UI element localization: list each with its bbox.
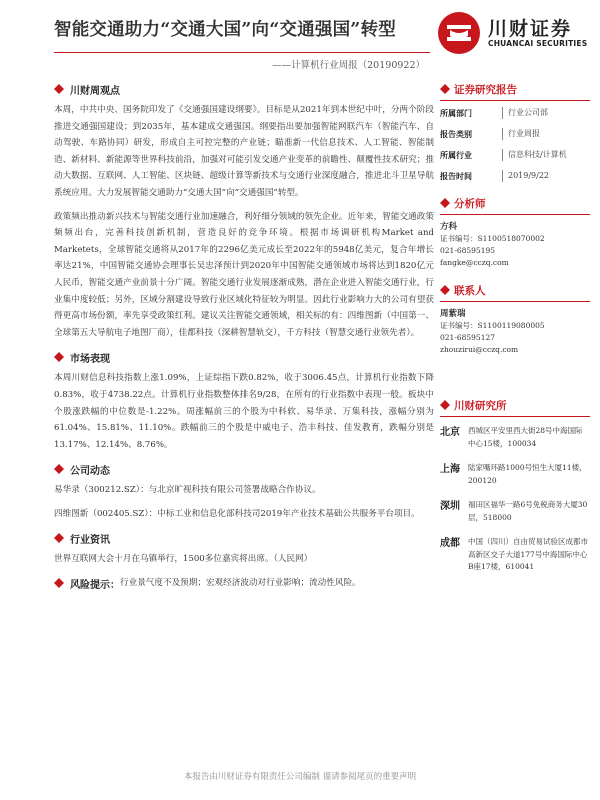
sidebar-divider bbox=[440, 416, 590, 417]
sidebar-divider bbox=[440, 301, 590, 302]
company-paragraph-2: 四维图新（002405.SZ）：中标工业和信息化部科技司2019年产业技术基础公共服务平台项目。 bbox=[54, 508, 420, 519]
sidebar-divider bbox=[440, 100, 590, 101]
header-divider bbox=[54, 52, 430, 53]
contact-cert: 证书编号：S1100119080005 bbox=[440, 321, 545, 330]
info-row-category bbox=[440, 128, 590, 140]
contact-email[interactable]: zhouzirui@cczq.com bbox=[440, 345, 519, 354]
market-paragraph: 本周川财信息科技指数上涨1.09%，上证综指下跌0.82%，收于3006.45点，计算机行业指数下降0.83%，收于4738.22点。计算机行业指数整体排名9/28，在所有的行业指数中表现一般。板块中个股涨跌幅的中位数是-1.22%。周涨幅前三的个股为中科软、易华录、万集科技，涨幅分别为61.04%、15.81%、11.10%。跌幅前三的个股是中威电子、浩丰科技、佳发教育，跌幅分别是13.17%、12.14%、8.76%。 bbox=[54, 373, 434, 450]
company-logo bbox=[438, 12, 588, 56]
office-city: 成都 bbox=[440, 538, 460, 549]
sidebar-title-institute: 川财研究所 bbox=[454, 399, 507, 412]
office-address: 中国（四川）自由贸易试验区成都市高新区交子大道177号中海国际中心B座17楼，610041 bbox=[468, 537, 588, 571]
office-address: 西城区平安里西大街28号中海国际中心15楼，100034 bbox=[468, 426, 583, 448]
sidebar-header-report bbox=[440, 80, 590, 98]
sidebar-header-institute bbox=[440, 396, 590, 414]
diamond-bullet-icon bbox=[54, 352, 64, 362]
office-city: 上海 bbox=[440, 464, 460, 475]
section-header-industry bbox=[54, 529, 434, 547]
section-title-company: 公司动态 bbox=[70, 465, 110, 477]
main-content bbox=[54, 80, 434, 596]
report-subtitle: ——计算机行业周报（20190922） bbox=[272, 60, 425, 71]
analyst-phone: 021-68595195 bbox=[440, 246, 496, 255]
office-address: 福田区福华一路6号免税商务大厦30层，518000 bbox=[468, 500, 588, 522]
sidebar-divider bbox=[440, 214, 590, 215]
contact-name: 周紫瑞 bbox=[440, 309, 466, 319]
diamond-bullet-icon bbox=[54, 464, 64, 474]
section-title-market: 市场表现 bbox=[70, 353, 110, 365]
office-shenzhen bbox=[440, 497, 590, 524]
info-value: 行业周报 bbox=[502, 128, 540, 140]
info-key: 所属行业 bbox=[440, 150, 472, 160]
section-header-market bbox=[54, 348, 434, 366]
info-row-date bbox=[440, 170, 590, 182]
info-value: 行业公司部 bbox=[502, 107, 548, 119]
info-key: 所属部门 bbox=[440, 108, 472, 118]
info-value: 2019/9/22 bbox=[502, 170, 549, 182]
diamond-bullet-icon bbox=[440, 84, 450, 94]
risk-label: 风险提示： bbox=[70, 579, 120, 591]
sidebar-header-analyst bbox=[440, 194, 590, 212]
company-paragraph-1: 易华录（300212.SZ）：与北京旷视科技有限公司签署战略合作协议。 bbox=[54, 485, 321, 496]
sidebar-title-contact: 联系人 bbox=[454, 284, 486, 297]
info-row-department bbox=[440, 107, 590, 119]
view-paragraph-2: 政策频出推动新兴技术与智能交通行业加速融合，利好细分领域的领先企业。近年来，智能交通政策频频出台，完善科技创新机制，营造良好的竞争环境。根据市场调研机构Market and Marketets，全球智能交通将从2017年的2296亿美元成长至2022年的5948亿美元，复合年增长率达21%，中国智能交通协会理事长吴忠泽预计到2020年中国智能交通领域市场将达到1820亿元人民币，智能交通产业前景十分广阔。智能交通行业发展逐渐成熟，潜在企业进入智能交通行业，行业集中度较低；另外，区域分割建设导致行业区域化特征较为明显。因此行业影响力大的公司有望获得更高市场份额，率先享受政策红利。建议关注智能交通领域，相关标的有：四维图新（中国第一、全球第五大导航电子地图厂商），佳都科技（深耕智慧轨交），千方科技（智慧交通行业领先者）。 bbox=[54, 211, 434, 338]
info-value: 信息科技/计算机 bbox=[502, 149, 567, 161]
view-paragraph-1: 本周，中共中央、国务院印发了《交通强国建设纲要》。目标是从2021年到本世纪中叶，分两个阶段推进交通强国建设；到2035年，基本建成交通强国。纲要指出要加强智能网联汽车（智能汽车、自动驾驶、车路协同）研发，形成自主可控完整的产业链；瞄准新一代信息技术、人工智能、智能制造、新材料、新能源等世界科技前沿，加强对可能引发交通产业变革的前瞻性、颠覆性技术研究；推动大数据、互联网、人工智能、区块链、超级计算等新技术与交通行业深度融合，推进北斗卫星导航系统应用。大力发展智能交通助力“交通大国”向“交通强国”转型。 bbox=[54, 105, 434, 198]
analyst-name: 方科 bbox=[440, 222, 458, 232]
report-title: 智能交通助力“交通大国”向“交通强国”转型 bbox=[54, 20, 396, 40]
logo-english-name: CHUANCAI SECURITIES bbox=[488, 39, 588, 48]
contact-card bbox=[440, 308, 590, 356]
contact-phone: 021-68595127 bbox=[440, 333, 496, 342]
sidebar bbox=[440, 80, 590, 584]
info-key: 报告类别 bbox=[440, 129, 472, 139]
section-title-view: 川财周观点 bbox=[70, 85, 120, 97]
industry-paragraph: 世界互联网大会十月在乌镇举行，1500多位嘉宾将出席。（人民网） bbox=[54, 554, 313, 565]
sidebar-title-analyst: 分析师 bbox=[454, 197, 486, 210]
risk-text: 行业景气度不及预期；宏观经济波动对行业影响；流动性风险。 bbox=[120, 578, 361, 589]
sidebar-header-contact bbox=[440, 281, 590, 299]
office-city: 北京 bbox=[440, 427, 460, 438]
analyst-cert: 证书编号：S1100518070002 bbox=[440, 234, 545, 243]
diamond-bullet-icon bbox=[440, 285, 450, 295]
section-header-company bbox=[54, 460, 434, 478]
logo-mark-icon bbox=[438, 12, 480, 54]
section-header-view bbox=[54, 80, 434, 98]
office-shanghai bbox=[440, 460, 590, 487]
info-key: 报告时间 bbox=[440, 171, 472, 181]
logo-chinese-name: 川财证券 bbox=[488, 18, 573, 40]
diamond-bullet-icon bbox=[440, 400, 450, 410]
sidebar-title-report: 证券研究报告 bbox=[454, 83, 517, 96]
analyst-card bbox=[440, 221, 590, 269]
diamond-bullet-icon bbox=[54, 578, 64, 588]
diamond-bullet-icon bbox=[54, 533, 64, 543]
office-chengdu bbox=[440, 534, 590, 574]
analyst-email[interactable]: fangke@cczq.com bbox=[440, 258, 509, 267]
report-header bbox=[0, 0, 600, 72]
diamond-bullet-icon bbox=[54, 84, 64, 94]
section-title-industry: 行业资讯 bbox=[70, 534, 110, 546]
office-address: 陆家嘴环路1000号恒生大厦11楼，200120 bbox=[468, 463, 587, 485]
risk-warning bbox=[54, 575, 434, 592]
diamond-bullet-icon bbox=[440, 198, 450, 208]
page-footer: 本报告由川财证券有限责任公司编制 谨请参阅尾页的重要声明 bbox=[183, 772, 417, 782]
office-city: 深圳 bbox=[440, 501, 460, 512]
info-row-industry bbox=[440, 149, 590, 161]
office-beijing bbox=[440, 423, 590, 450]
